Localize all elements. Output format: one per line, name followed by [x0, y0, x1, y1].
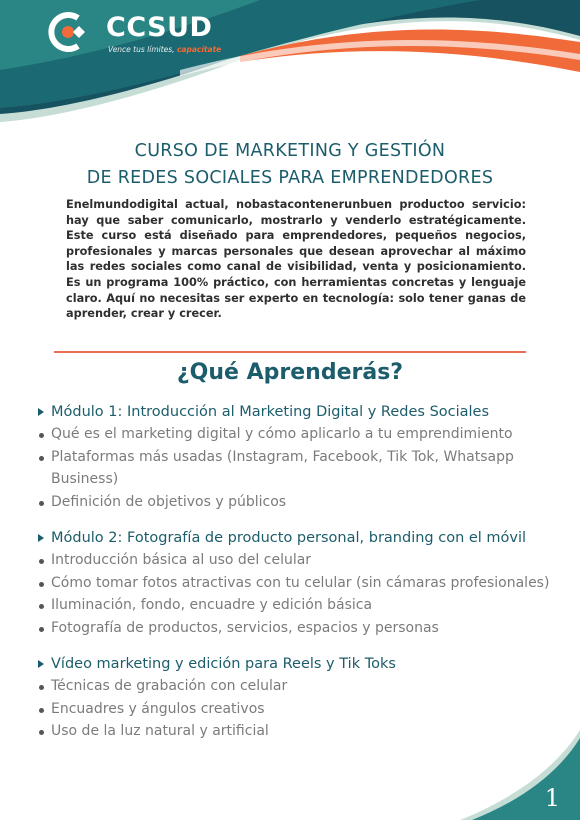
- page-number: 1: [544, 784, 560, 812]
- list-item: Definición de objetivos y públicos: [38, 491, 578, 514]
- logo-text: CCSUD: [106, 12, 213, 43]
- logo-tagline: Vence tus límites, capacítate: [108, 45, 222, 54]
- divider: [54, 351, 526, 353]
- module-1: [38, 401, 578, 513]
- list-item: Técnicas de grabación con celular: [38, 675, 578, 698]
- module-list: [38, 401, 578, 757]
- triangle-bullet-icon: [38, 408, 44, 416]
- list-item: Qué es el marketing digital y cómo aplicarlo a tu emprendimiento: [38, 423, 578, 446]
- module-2: [38, 527, 578, 639]
- corner-decoration: [460, 730, 580, 820]
- module-title: Módulo 1: Introducción al Marketing Digital y Redes Sociales: [38, 401, 578, 423]
- logo-mark-icon: [46, 10, 90, 54]
- ccsud-logo: [46, 10, 236, 58]
- triangle-bullet-icon: [38, 534, 44, 542]
- section-heading: ¿Qué Aprenderás?: [176, 360, 404, 385]
- module-title: Módulo 2: Fotografía de producto personal, branding con el móvil: [38, 527, 578, 549]
- course-title-line-1: CURSO DE MARKETING Y GESTIÓN: [134, 141, 446, 161]
- module-title: Vídeo marketing y edición para Reels y Tik Toks: [38, 653, 578, 675]
- list-item: Uso de la luz natural y artificial: [38, 720, 578, 743]
- intro-paragraph: Enelmundodigital actual, nobastacontenerunbuen productoo servicio: hay que saber comunicarlo, mostrarlo y venderlo estratégicamente. Este curso está diseñado para emprendedores, pequeños negocios, profesionales y marcas personales que desean aprovechar al máximo las redes sociales como canal de visibilidad, venta y posicionamiento. Es un programa 100% práctico, con herramientas concretas y lenguaje claro. Aquí no necesitas ser experto en tecnología: solo tener ganas de aprender, crear y crecer.: [66, 198, 526, 321]
- list-item: Iluminación, fondo, encuadre y edición básica: [38, 594, 578, 617]
- list-item: Cómo tomar fotos atractivas con tu celular (sin cámaras profesionales): [38, 572, 578, 595]
- list-item: Introducción básica al uso del celular: [38, 549, 578, 572]
- list-item: Plataformas más usadas (Instagram, Facebook, Tik Tok, Whatsapp Business): [38, 446, 561, 491]
- list-item: Fotografía de productos, servicios, espacios y personas: [38, 617, 578, 640]
- triangle-bullet-icon: [38, 660, 44, 668]
- list-item: Encuadres y ángulos creativos: [38, 698, 578, 721]
- course-title-line-2: DE REDES SOCIALES PARA EMPRENDEDORES: [86, 168, 494, 188]
